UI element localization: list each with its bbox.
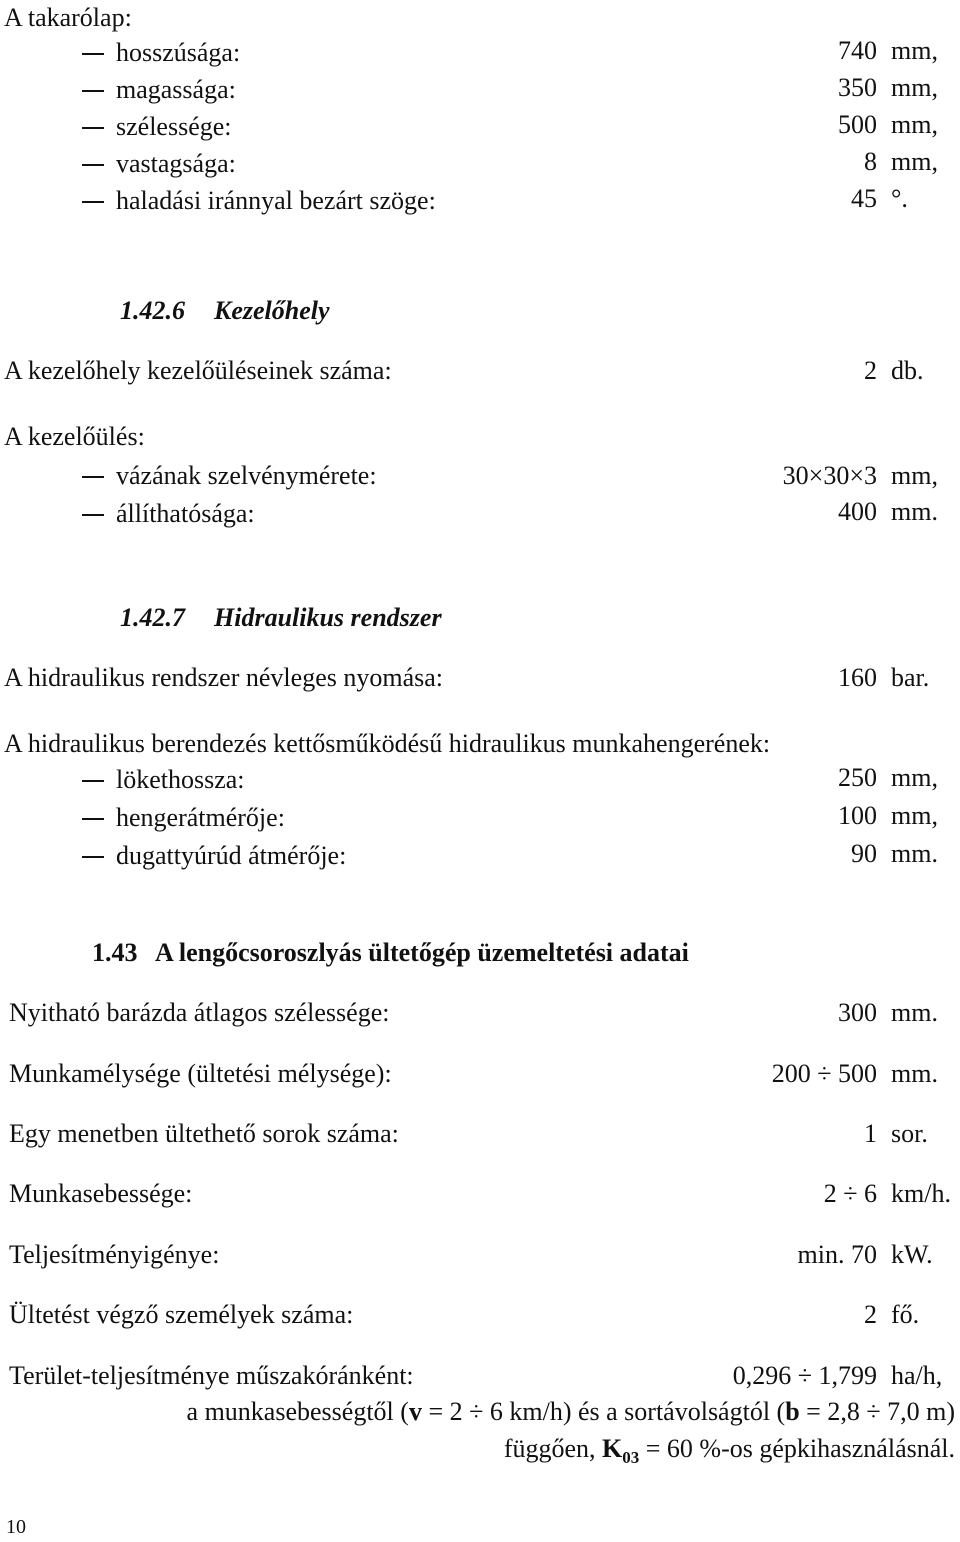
seat-title: A kezelőülés: [4,422,145,451]
section-number: 1.42.6 [120,296,185,325]
pressure-unit: bar. [891,663,930,692]
list-item-value: 100 [838,801,877,830]
area-condition-text: = 2 ÷ 6 km/h) és a sortávolságtól ( [421,1397,786,1426]
section-title: Kezelőhely [214,296,330,325]
list-dash [82,90,104,92]
list-item-label: szélessége: [116,112,232,141]
data-row-value: 300 [838,998,877,1027]
pressure-label: A hidraulikus rendszer névleges nyomása: [4,663,443,692]
data-row-value: 1 [864,1119,877,1148]
list-dash [82,476,104,478]
takarolap-title: A takarólap: [4,3,132,32]
seats-unit: db. [891,356,924,385]
data-row-value: 2 ÷ 6 [823,1179,877,1208]
data-row-label: Teljesítményigénye: [9,1240,220,1269]
list-item-unit: mm, [891,73,938,102]
area-condition-text: = 2,8 ÷ 7,0 m) [799,1397,955,1426]
data-row-value: min. 70 [797,1240,877,1269]
seats-label: A kezelőhely kezelőüléseinek száma: [4,356,392,385]
list-item-label: hengerátmérője: [116,803,285,832]
list-item-label: lökethossza: [116,765,245,794]
section-title: A lengőcsoroszlyás ültetőgép üzemeltetési adatai [155,938,689,967]
speed-symbol: v [408,1397,422,1426]
data-row-label: Munkamélysége (ültetési mélysége): [9,1059,392,1088]
section-title: Hidraulikus rendszer [214,603,442,632]
data-row-unit: mm. [891,998,938,1027]
area-unit: ha/h, [891,1361,943,1390]
list-item-unit: mm, [891,147,938,176]
list-dash [82,164,104,166]
list-item-unit: mm, [891,110,938,139]
list-item-value: 400 [838,497,877,526]
area-label: Terület-teljesítménye műszakóránként: [9,1361,414,1390]
list-item-label: haladási iránnyal bezárt szöge: [116,186,436,215]
list-item-unit: mm, [891,461,938,490]
list-item-label: dugattyúrúd átmérője: [116,841,347,870]
list-item-label: hosszúsága: [116,38,241,67]
list-item-value: 250 [838,763,877,792]
data-row-label: Munkasebessége: [9,1179,193,1208]
list-item-unit: mm. [891,497,938,526]
area-condition-text: a munkasebességtől ( [186,1397,409,1426]
section-number: 1.43 [92,938,138,967]
area-utilization-line [504,1434,955,1467]
data-row-unit: km/h. [891,1179,951,1208]
data-row-unit: fő. [891,1300,920,1329]
list-dash [82,780,104,782]
seats-value: 2 [864,356,877,385]
area-utilization-text: függően, [503,1434,603,1463]
list-item-value: 30×30×3 [782,461,877,490]
utilization-subscript: 03 [622,1448,640,1467]
data-row-unit: kW. [891,1240,933,1269]
list-item-label: magassága: [116,75,236,104]
list-item-value: 45 [851,184,877,213]
cylinder-title: A hidraulikus berendezés kettősműködésű hidraulikus munkahengerének: [4,729,771,758]
pressure-value: 160 [838,663,877,692]
list-item-unit: mm, [891,36,938,65]
area-utilization-text: = 60 %-os gépkihasználásnál. [639,1434,955,1463]
list-dash [82,201,104,203]
list-dash [82,53,104,55]
data-row-label: Ültetést végző személyek száma: [9,1300,354,1329]
data-row-unit: sor. [891,1119,928,1148]
list-item-label: állíthatósága: [116,499,255,528]
data-row-value: 2 [864,1300,877,1329]
area-value: 0,296 ÷ 1,799 [732,1361,877,1390]
list-item-unit: mm, [891,763,938,792]
list-item-unit: mm. [891,839,938,868]
list-dash [82,818,104,820]
data-row-label: Nyitható barázda átlagos szélessége: [9,998,390,1027]
section-number: 1.42.7 [120,603,185,632]
utilization-symbol: K [602,1434,623,1463]
data-row-value: 200 ÷ 500 [771,1059,877,1088]
list-item-unit: °. [891,184,908,213]
list-item-value: 500 [838,110,877,139]
list-item-value: 740 [838,36,877,65]
list-item-unit: mm, [891,801,938,830]
list-dash [82,856,104,858]
list-item-value: 8 [864,147,877,176]
list-item-label: vastagsága: [116,149,236,178]
list-dash [82,514,104,516]
list-item-value: 350 [838,73,877,102]
list-item-label: vázának szelvénymérete: [116,461,377,490]
page-number: 10 [6,1516,26,1538]
area-condition-line [187,1397,955,1427]
list-item-value: 90 [851,839,877,868]
data-row-label: Egy menetben ültethető sorok száma: [9,1119,399,1148]
data-row-unit: mm. [891,1059,938,1088]
spacing-symbol: b [785,1397,800,1426]
list-dash [82,127,104,129]
